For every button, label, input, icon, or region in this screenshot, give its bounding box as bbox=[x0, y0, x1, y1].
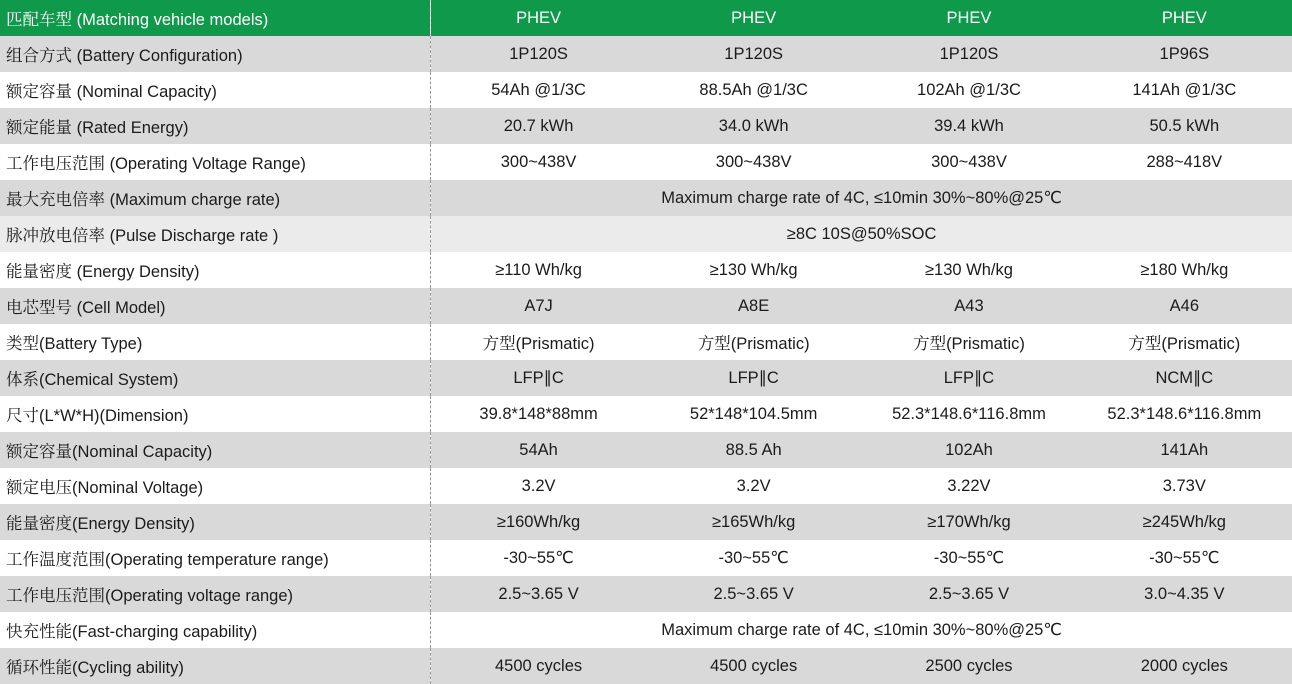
row-value-3: 1P120S bbox=[861, 36, 1076, 72]
table-row bbox=[0, 612, 1292, 648]
row-value-3: 2.5~3.65 V bbox=[861, 576, 1076, 612]
row-label: 工作电压范围 (Operating Voltage Range) bbox=[0, 144, 431, 180]
row-value-1: 300~438V bbox=[431, 144, 646, 180]
row-value-4: ≥245Wh/kg bbox=[1077, 504, 1292, 540]
row-value-3: ≥170Wh/kg bbox=[861, 504, 1076, 540]
row-value-4: A46 bbox=[1077, 288, 1292, 324]
row-value-4: 288~418V bbox=[1077, 144, 1292, 180]
row-label: 匹配车型 (Matching vehicle models) bbox=[0, 0, 431, 36]
table-row bbox=[0, 324, 1292, 360]
row-value-4: 3.73V bbox=[1077, 468, 1292, 504]
row-value-4: 3.0~4.35 V bbox=[1077, 576, 1292, 612]
row-value-1: ≥110 Wh/kg bbox=[431, 252, 646, 288]
table-row bbox=[0, 36, 1292, 72]
row-value-2: 52*148*104.5mm bbox=[646, 396, 861, 432]
row-value-4: 52.3*148.6*116.8mm bbox=[1077, 396, 1292, 432]
row-value-3: A43 bbox=[861, 288, 1076, 324]
row-label: 体系(Chemical System) bbox=[0, 360, 431, 396]
row-value-4: NCM∥C bbox=[1077, 360, 1292, 396]
row-label: 额定电压(Nominal Voltage) bbox=[0, 468, 431, 504]
column-header-3: PHEV bbox=[861, 0, 1076, 36]
table-header-row bbox=[0, 0, 1292, 36]
row-value-2: 88.5Ah @1/3C bbox=[646, 72, 861, 108]
table-row bbox=[0, 360, 1292, 396]
row-value-2: 2.5~3.65 V bbox=[646, 576, 861, 612]
row-value-3: 39.4 kWh bbox=[861, 108, 1076, 144]
row-value-2: LFP∥C bbox=[646, 360, 861, 396]
row-label: 脉冲放电倍率 (Pulse Discharge rate ) bbox=[0, 216, 431, 252]
row-value-3: -30~55℃ bbox=[861, 540, 1076, 576]
row-value-1: -30~55℃ bbox=[431, 540, 646, 576]
row-value-4: ≥180 Wh/kg bbox=[1077, 252, 1292, 288]
row-value-3: 3.22V bbox=[861, 468, 1076, 504]
row-value-3: 102Ah bbox=[861, 432, 1076, 468]
row-value-1: 54Ah bbox=[431, 432, 646, 468]
table-row bbox=[0, 504, 1292, 540]
row-value-3: 52.3*148.6*116.8mm bbox=[861, 396, 1076, 432]
row-merged-value: Maximum charge rate of 4C, ≤10min 30%~80%@25℃ bbox=[431, 612, 1292, 648]
row-label: 最大充电倍率 (Maximum charge rate) bbox=[0, 180, 431, 216]
table-row bbox=[0, 540, 1292, 576]
row-value-1: 2.5~3.65 V bbox=[431, 576, 646, 612]
row-value-4: 1P96S bbox=[1077, 36, 1292, 72]
table-row bbox=[0, 144, 1292, 180]
row-value-2: 34.0 kWh bbox=[646, 108, 861, 144]
row-label: 组合方式 (Battery Configuration) bbox=[0, 36, 431, 72]
row-value-4: 2000 cycles bbox=[1077, 648, 1292, 684]
table-row bbox=[0, 108, 1292, 144]
row-value-1: ≥160Wh/kg bbox=[431, 504, 646, 540]
row-value-1: 20.7 kWh bbox=[431, 108, 646, 144]
row-merged-value: ≥8C 10S@50%SOC bbox=[431, 216, 1292, 252]
row-value-3: LFP∥C bbox=[861, 360, 1076, 396]
row-value-2: 4500 cycles bbox=[646, 648, 861, 684]
row-label: 能量密度(Energy Density) bbox=[0, 504, 431, 540]
row-value-4: 141Ah @1/3C bbox=[1077, 72, 1292, 108]
row-value-1: 方型(Prismatic) bbox=[431, 324, 646, 360]
table-row bbox=[0, 432, 1292, 468]
row-value-3: 2500 cycles bbox=[861, 648, 1076, 684]
row-label: 类型(Battery Type) bbox=[0, 324, 431, 360]
row-value-1: 54Ah @1/3C bbox=[431, 72, 646, 108]
table-row bbox=[0, 180, 1292, 216]
row-value-2: ≥165Wh/kg bbox=[646, 504, 861, 540]
row-label: 循环性能(Cycling ability) bbox=[0, 648, 431, 684]
row-value-2: 88.5 Ah bbox=[646, 432, 861, 468]
row-value-1: A7J bbox=[431, 288, 646, 324]
row-value-2: 方型(Prismatic) bbox=[646, 324, 861, 360]
row-value-4: -30~55℃ bbox=[1077, 540, 1292, 576]
row-label: 尺寸(L*W*H)(Dimension) bbox=[0, 396, 431, 432]
row-value-2: A8E bbox=[646, 288, 861, 324]
column-header-4: PHEV bbox=[1077, 0, 1292, 36]
row-value-3: 300~438V bbox=[861, 144, 1076, 180]
row-value-4: 方型(Prismatic) bbox=[1077, 324, 1292, 360]
row-value-1: 39.8*148*88mm bbox=[431, 396, 646, 432]
table-row bbox=[0, 216, 1292, 252]
table-row bbox=[0, 648, 1292, 684]
row-value-3: 102Ah @1/3C bbox=[861, 72, 1076, 108]
row-label: 电芯型号 (Cell Model) bbox=[0, 288, 431, 324]
row-label: 工作温度范围(Operating temperature range) bbox=[0, 540, 431, 576]
table-row bbox=[0, 252, 1292, 288]
column-header-2: PHEV bbox=[646, 0, 861, 36]
row-value-1: 4500 cycles bbox=[431, 648, 646, 684]
row-value-2: -30~55℃ bbox=[646, 540, 861, 576]
table-row bbox=[0, 468, 1292, 504]
row-label: 能量密度 (Energy Density) bbox=[0, 252, 431, 288]
row-label: 快充性能(Fast-charging capability) bbox=[0, 612, 431, 648]
row-label: 额定容量(Nominal Capacity) bbox=[0, 432, 431, 468]
row-merged-value: Maximum charge rate of 4C, ≤10min 30%~80%@25℃ bbox=[431, 180, 1292, 216]
column-header-1: PHEV bbox=[431, 0, 646, 36]
row-label: 额定能量 (Rated Energy) bbox=[0, 108, 431, 144]
row-value-1: 3.2V bbox=[431, 468, 646, 504]
table-row bbox=[0, 396, 1292, 432]
row-value-4: 50.5 kWh bbox=[1077, 108, 1292, 144]
row-value-2: 1P120S bbox=[646, 36, 861, 72]
row-value-2: 3.2V bbox=[646, 468, 861, 504]
row-label: 工作电压范围(Operating voltage range) bbox=[0, 576, 431, 612]
row-value-1: 1P120S bbox=[431, 36, 646, 72]
table-row bbox=[0, 72, 1292, 108]
table-row bbox=[0, 576, 1292, 612]
row-value-3: 方型(Prismatic) bbox=[861, 324, 1076, 360]
row-value-2: ≥130 Wh/kg bbox=[646, 252, 861, 288]
row-value-4: 141Ah bbox=[1077, 432, 1292, 468]
table-row bbox=[0, 288, 1292, 324]
row-value-1: LFP∥C bbox=[431, 360, 646, 396]
row-value-2: 300~438V bbox=[646, 144, 861, 180]
row-label: 额定容量 (Nominal Capacity) bbox=[0, 72, 431, 108]
row-value-3: ≥130 Wh/kg bbox=[861, 252, 1076, 288]
